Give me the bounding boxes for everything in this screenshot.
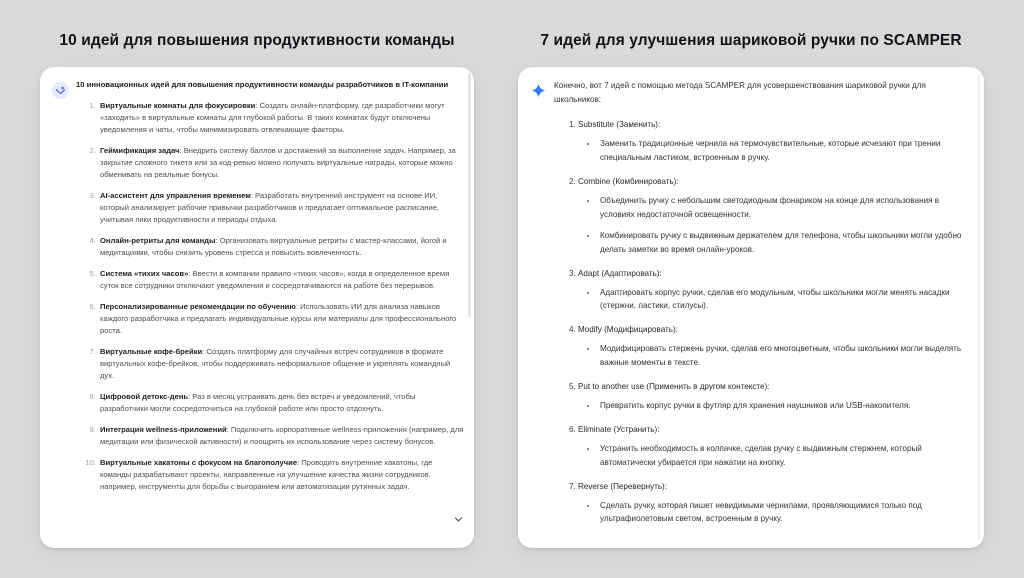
right-list-item-title: Adapt (Адаптировать): <box>578 268 662 278</box>
left-idea-list <box>76 100 464 493</box>
left-list-item <box>98 346 464 382</box>
left-answer-card <box>40 67 474 548</box>
right-bullet-item: • Превратить корпус ручки в футляр для хранения наушников или USB-накопителя. <box>598 399 974 413</box>
left-list-item <box>98 457 464 493</box>
right-bullet-list <box>578 194 974 257</box>
right-panel <box>496 0 1024 578</box>
right-bullet-list <box>578 499 974 527</box>
left-list-item-body: : Ввести в компании правило «тихих часов», когда в определенное время суток все сотрудники отключают уведомления и сосредотачиваются на работе без перерывов. <box>100 268 450 290</box>
right-bullet-list <box>578 342 974 370</box>
left-list-item-term: Виртуальные комнаты для фокусировки <box>100 101 256 111</box>
left-list-item <box>98 424 464 448</box>
right-list-item-title: Combine (Комбинировать): <box>578 177 679 187</box>
right-list-item-title: Modify (Модифицировать): <box>578 325 678 335</box>
left-list-item-body: : Использовать ИИ для анализа навыков каждого разработчика и предлагать индивидуальные курсы или материалы для профессионального роста. <box>100 301 457 335</box>
right-answer-card <box>518 67 984 548</box>
left-list-item-term: AI-ассистент для управления временем <box>100 190 251 200</box>
right-card-scrollbar[interactable] <box>978 75 980 540</box>
right-list-item <box>578 323 974 370</box>
right-bullet-item: • Объединить ручку с небольшим светодиодным фонариком на конце для использования в условиях недостаточной освещенности. <box>598 194 974 222</box>
right-bullet-item: • Заменить традиционные чернила на термочувствительные, которые исчезают при трении специальным ластиком, встроенным в ручку. <box>598 137 974 165</box>
right-list-item-title: Eliminate (Устранить): <box>578 424 660 434</box>
left-list-item-body: : Раз в месяц устраивать день без встреч и уведомлений, чтобы разработчики могли сосредоточиться на глубокой работе или просто отдохнуть. <box>100 391 416 413</box>
right-list-item <box>578 480 974 527</box>
right-bullet-list <box>578 137 974 165</box>
right-panel-title: 7 идей для улучшения шариковой ручки по SCAMPER <box>540 32 962 49</box>
left-list-item <box>98 100 464 136</box>
right-bullet-item: • Комбинировать ручку с выдвижным держателем для телефона, чтобы школьники могли удобно делать заметки во время онлайн-уроков. <box>598 229 974 257</box>
left-list-item <box>98 190 464 226</box>
left-list-item <box>98 235 464 259</box>
right-list-item <box>578 423 974 470</box>
left-list-item <box>98 268 464 292</box>
left-list-item-term: Виртуальные кофе-брейки <box>100 346 203 356</box>
right-bullet-list <box>578 286 974 314</box>
right-message-body <box>554 79 974 536</box>
right-list-item-title: Reverse (Перевернуть): <box>578 481 667 491</box>
left-list-item-term: Цифровой детокс-день <box>100 391 189 401</box>
left-list-item-body: : Разработать внутренний инструмент на основе ИИ, который анализирует рабочие привычки разработчиков и предлагает оптимальное расписание, учитывая пики продуктивности и периоды отдыха. <box>100 190 440 224</box>
left-lead-paragraph: 10 инновационных идей для повышения продуктивности команды разработчиков в IT-компании <box>76 79 449 89</box>
right-bullet-list <box>578 399 974 413</box>
left-list-item-term: Интеграция wellness-приложений <box>100 424 227 434</box>
left-list-item-term: Онлайн-ретриты для команды <box>100 235 216 245</box>
right-scamper-list <box>554 118 974 526</box>
right-bullet-item: • Сделать ручку, которая пишет невидимыми чернилами, проявляющимися только под ультрафиолетовым светом, встроенным в ручку. <box>598 499 974 527</box>
left-list-item-term: Виртуальные хакатоны с фокусом на благополучие <box>100 457 298 467</box>
right-bullet-list <box>578 442 974 470</box>
left-list-item-body: : Создать платформу для случайных встреч сотрудников в формате виртуальных кофе-брейков, чтобы поддерживать неформальное общение и укреплять командный дух. <box>100 346 451 380</box>
left-list-item-body: : Создать онлайн-платформу, где разработчики могут «заходить» в виртуальные комнаты для глубокой работы. В таких комнатах будут отключены уведомления и чаты, чтобы минимизировать отвлекающие факторы. <box>100 101 445 135</box>
left-card-scroll-thumb[interactable] <box>468 73 471 317</box>
right-list-item <box>578 380 974 413</box>
left-panel <box>0 0 496 578</box>
right-list-item-title: Substitute (Заменить): <box>578 120 661 130</box>
right-card-inner <box>518 67 984 548</box>
left-list-item-term: Геймификация задач <box>100 146 180 156</box>
yandex-alice-icon <box>50 81 70 101</box>
left-list-item <box>98 301 464 337</box>
left-list-item-body: : Проводить внутренние хакатоны, где команды разрабатывают проекты, направленные на улучшение качества жизни сотрудников, например, инструменты для борьбы с выгоранием или автоматизации рутинных задач. <box>100 457 433 491</box>
right-list-item <box>578 267 974 314</box>
right-list-item <box>578 175 974 257</box>
left-list-item <box>98 391 464 415</box>
left-list-item-body: : Организовать виртуальные ретриты с мастер-классами, йогой и медитациями, чтобы снизить уровень стресса и повысить вовлеченность. <box>100 235 447 257</box>
chevron-down-icon[interactable] <box>452 513 465 526</box>
left-list-item-body: : Внедрить систему баллов и достижений за выполнение задач. Например, за закрытие сложного тикета или за код-ревью можно получать виртуальные награды, которые можно обменивать на реальные бонусы. <box>100 146 456 179</box>
right-list-item <box>578 118 974 165</box>
right-bullet-item: • Адаптировать корпус ручки, сделав его модульным, чтобы школьники могли менять насадки (стержни, ластики, стилусы). <box>598 286 974 314</box>
left-message-body <box>76 79 464 536</box>
left-list-item <box>98 145 464 181</box>
left-list-item-term: Система «тихих часов» <box>100 268 189 278</box>
right-bullet-item: • Устранить необходимость в колпачке, сделав ручку с выдвижным стержнем, который автоматически убирается при нажатии на кнопку. <box>598 442 974 470</box>
left-panel-title: 10 идей для повышения продуктивности команды <box>59 32 455 49</box>
right-list-item-title: Put to another use (Применить в другом контексте): <box>578 382 770 392</box>
left-list-item-body: : Подключить корпоративные wellness-приложения (например, для медитации или физической активности) и поощрять их использование через систему бонусов. <box>100 424 464 446</box>
left-list-item-term: Персонализированные рекомендации по обучению <box>100 301 296 311</box>
left-card-scrollbar[interactable] <box>468 73 471 542</box>
left-card-inner <box>40 67 474 548</box>
sparkle-icon <box>528 81 548 101</box>
right-bullet-item: • Модифицировать стержень ручки, сделав его многоцветным, чтобы школьники могли выделять важные моменты в тексте. <box>598 342 974 370</box>
right-lead-paragraph: Конечно, вот 7 идей с помощью метода SCAMPER для усовершенствования шариковой ручки для школьников: <box>554 80 926 104</box>
